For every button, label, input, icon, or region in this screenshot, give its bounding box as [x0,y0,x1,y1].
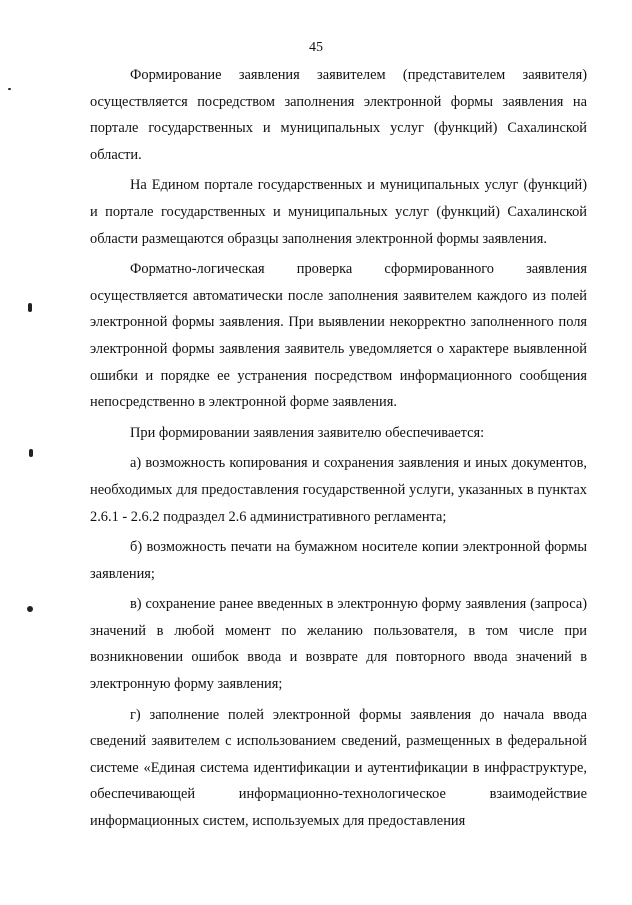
paragraph: Формирование заявления заявителем (представителем заявителя) осуществляется посредством заполнения электронной формы заявления на портале государственных и муниципальных услуг (функций) Сахалинской области. [90,67,587,163]
paragraph: При формировании заявления заявителю обеспечивается: [130,424,485,441]
page-number: 45 [309,40,323,55]
scan-mark [27,606,33,612]
body-text [90,62,587,835]
scan-mark [28,303,32,312]
list-item: г) заполнение полей электронной формы заявления до начала ввода сведений заявителем с использованием сведений, размещенных в федеральной системе «Единая система идентификации и аутентификации в инфраструктуре, обеспечивающей информационно-технологическое взаимодействие информационных систем, используемых для предоставления [90,706,587,830]
list-item: б) возможность печати на бумажном носителе копии электронной формы заявления; [90,539,587,582]
scan-mark [8,88,11,90]
list-item: в) сохранение ранее введенных в электронную форму заявления (запроса) значений в любой момент по желанию пользователя, в том числе при возникновении ошибок ввода и возврате для повторного ввода значений в электронную форму заявления; [90,596,587,693]
list-item: а) возможность копирования и сохранения заявления и иных документов, необходимых для предоставления государственной услуги, указанных в пунктах 2.6.1 - 2.6.2 подраздел 2.6 административного регламента; [90,455,587,525]
scan-mark [29,449,33,457]
paragraph: На Едином портале государственных и муниципальных услуг (функций) и портале государственных и муниципальных услуг (функций) Сахалинской области размещаются образцы заполнения электронной формы заявления. [90,177,587,247]
paragraph: Форматно-логическая проверка сформированного заявления осуществляется автоматически после заполнения заявителем каждого из полей электронной формы заявления. При выявлении некорректно заполненного поля электронной формы заявления заявитель уведомляется о характере выявленной ошибки и порядке ее устранения посредством информационного сообщения непосредственно в электронной форме заявления. [90,261,587,411]
